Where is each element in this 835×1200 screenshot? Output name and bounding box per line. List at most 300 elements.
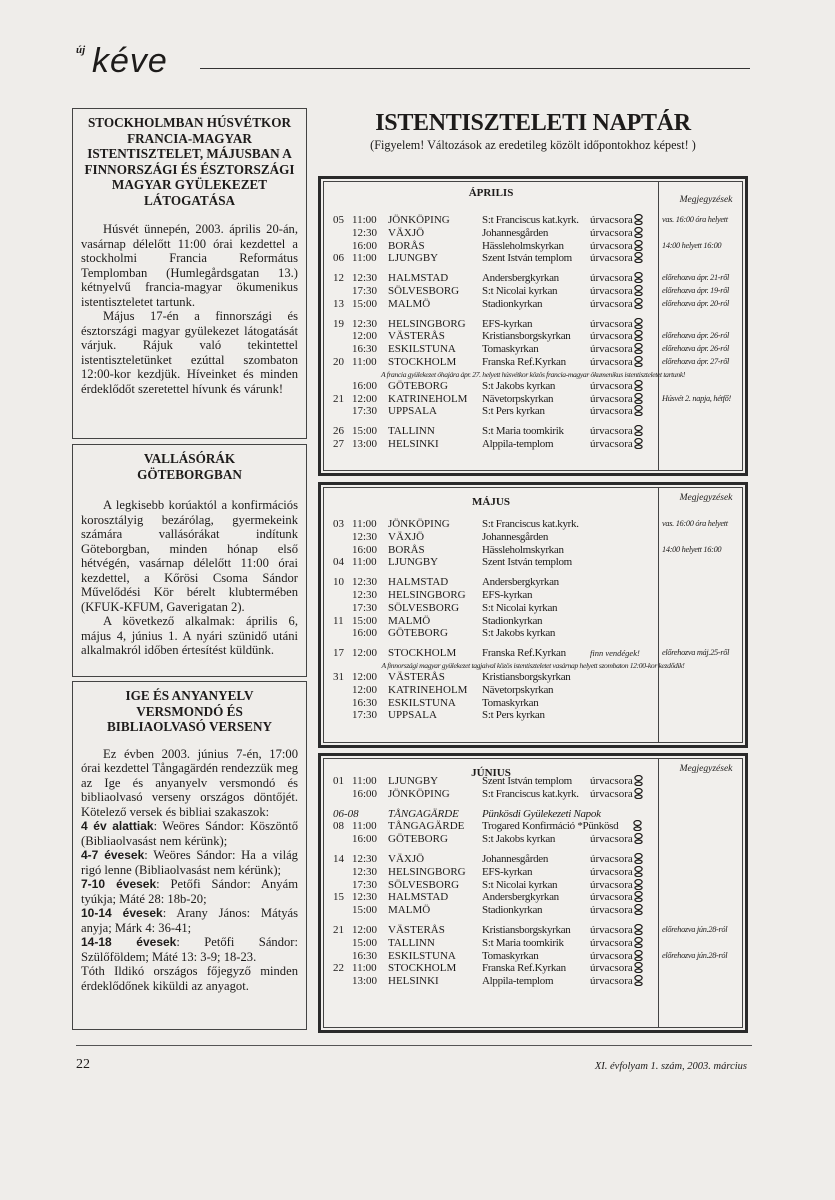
schedule-row	[324, 808, 742, 821]
row-gap	[324, 418, 742, 425]
issue-info: XI. évfolyam 1. szám, 2003. március	[594, 1061, 747, 1072]
schedule-row	[324, 962, 742, 975]
schedule-row	[324, 602, 742, 615]
row-day: 06	[333, 252, 344, 265]
row-city: STOCKHOLM	[388, 647, 457, 660]
schedule-row	[324, 285, 742, 298]
row-service	[590, 788, 643, 803]
row-service-text: úrvacsora	[590, 865, 633, 878]
article-title: VALLÁSÓRÁK GÖTEBORGBAN	[137, 451, 242, 482]
article-title: IGE ÉS ANYANYELV VERSMONDÓ ÉS BIBLIAOLVASÓ VERSENY	[106, 688, 273, 734]
schedule-row	[324, 556, 742, 569]
row-day: 11	[333, 614, 344, 627]
row-service	[590, 975, 643, 990]
row-church: EFS-kyrkan	[482, 865, 533, 878]
masthead-small: új	[76, 44, 86, 56]
row-service-text: úrvacsora	[590, 425, 633, 438]
row-day: 22	[333, 962, 344, 975]
schedule-row	[324, 879, 742, 892]
row-city: ESKILSTUNA	[388, 696, 456, 709]
chalice-icon	[634, 788, 643, 803]
row-gap	[324, 569, 742, 576]
row-day: 13	[333, 297, 344, 310]
row-service-text: úrvacsora	[590, 962, 633, 975]
category-label: 10-14 évesek	[81, 906, 163, 920]
category-item	[81, 877, 298, 906]
schedule-row	[324, 647, 742, 660]
row-time: 13:00	[352, 975, 378, 988]
schedule-row	[324, 576, 742, 589]
row-service	[590, 405, 643, 420]
row-city: HELSINGBORG	[388, 865, 466, 878]
row-gap	[324, 265, 742, 272]
row-service-text: úrvacsora	[590, 214, 633, 226]
calendar-may	[318, 482, 748, 748]
row-church: S:t Pers kyrkan	[482, 405, 545, 418]
row-gap	[324, 311, 742, 318]
row-city: VÄXJÖ	[388, 530, 425, 543]
schedule-row	[324, 975, 742, 988]
row-time: 12:30	[352, 891, 378, 904]
schedule-row	[324, 214, 742, 227]
schedule-row	[324, 950, 742, 963]
row-church: Andersbergkyrkan	[482, 272, 559, 285]
calendar-title: ISTENTISZTELETI NAPTÁR	[375, 110, 691, 136]
row-remark: vas. 16:00 óra helyett	[662, 519, 728, 528]
schedule-row	[324, 589, 742, 602]
row-church: Kristiansborgskyrkan	[482, 923, 571, 936]
row-church: S:t Nicolai kyrkan	[482, 878, 558, 891]
row-church: Szent István templom	[482, 556, 572, 569]
category-label: 4 év alattiak	[81, 819, 154, 833]
row-church: S:t Nicolai kyrkan	[482, 284, 558, 297]
row-time: 12:00	[352, 647, 378, 660]
chalice-icon	[634, 252, 643, 267]
category-text: : Petőfi Sándor: Anyám tyúkja; Máté 28: 18b-20;	[81, 877, 298, 906]
row-day: 08	[333, 820, 344, 833]
row-service-text: úrvacsora	[590, 975, 633, 988]
row-time: 12:00	[352, 330, 378, 343]
row-time: 16:00	[352, 379, 378, 392]
month-title: JÚNIUS	[471, 767, 511, 779]
row-church: S:t Jakobs kyrkan	[482, 379, 556, 392]
row-city: KATRINEHOLM	[388, 392, 468, 405]
calendar-subtitle: (Figyelem! Változások az eredetileg közölt időpontokhoz képest! )	[370, 138, 696, 152]
row-time: 15:00	[352, 425, 378, 438]
row-service	[590, 647, 640, 660]
category-text: : Petőfi Sándor: Szülőföldem; Máté 13: 3-9; 18-23.	[81, 935, 298, 964]
row-day: 17	[333, 647, 344, 660]
row-city: HALMSTAD	[388, 891, 449, 904]
row-remark: 14:00 helyett 16:00	[662, 544, 722, 554]
row-service-text: úrvacsora	[590, 437, 633, 450]
schedule-row	[324, 252, 742, 265]
schedule-row	[324, 866, 742, 879]
row-church: Szent István templom	[482, 252, 572, 265]
row-city: VÄXJÖ	[388, 852, 425, 865]
schedule-row	[324, 904, 742, 917]
row-city: MALMÖ	[388, 904, 431, 917]
category-item	[81, 906, 298, 935]
row-service-text: úrvacsora	[590, 787, 633, 800]
row-city: SÖLVESBORG	[388, 284, 460, 297]
row-church: Szent István templom	[482, 775, 572, 787]
schedule-row	[324, 697, 742, 710]
row-service-text: úrvacsora	[590, 226, 633, 239]
row-time: 17:30	[352, 405, 378, 418]
row-city: MALMÖ	[388, 614, 431, 627]
row-service-text: úrvacsora	[590, 775, 633, 787]
row-time: 12:00	[352, 923, 378, 936]
category-text: : Weöres Sándor: Köszöntő (Bibliaolvasást nem kérünk);	[81, 819, 298, 848]
schedule-row	[324, 298, 742, 311]
row-church: Nävetorpskyrkan	[482, 392, 554, 405]
row-remark: előrehozva máj.25-ről	[662, 648, 730, 658]
row-time: 15:00	[352, 614, 378, 627]
row-time: 12:30	[352, 317, 378, 330]
row-day: 05	[333, 214, 344, 226]
row-church: Kristiansborgskyrkan	[482, 670, 571, 683]
row-service-text: úrvacsora	[590, 239, 633, 252]
row-remark: előrehozva jún.28-ról	[662, 924, 728, 934]
row-church: Hässleholmskyrkan	[482, 543, 564, 556]
schedule-row	[324, 393, 742, 406]
chalice-icon	[634, 356, 643, 371]
schedule-row	[324, 518, 742, 531]
row-church: Kristiansborgskyrkan	[482, 330, 571, 343]
remarks-header: Megjegyzések	[679, 493, 733, 503]
row-time: 12:30	[352, 852, 378, 865]
article-paragraph: Húsvét ünnepén, 2003. április 20-án, vasárnap délelőtt 11:00 órai kezdettel a stockholmi Francia Református Templomban (Humlegårdsgatan 13.) kétnyelvű francia-magyar ökumenikus istentiszteletet tartunk.	[81, 222, 298, 309]
row-day: 04	[333, 556, 344, 569]
row-day: 27	[333, 437, 344, 450]
row-church: Stadionkyrkan	[482, 904, 543, 917]
row-time: 13:00	[352, 437, 378, 450]
row-time: 15:00	[352, 936, 378, 949]
row-service-text: úrvacsora	[590, 343, 633, 356]
row-church: Tomaskyrkan	[482, 949, 539, 962]
row-time: 16:30	[352, 696, 378, 709]
row-city: HALMSTAD	[388, 272, 449, 285]
row-city: TÅNGAGÄRDE	[388, 820, 465, 833]
schedule-row	[324, 343, 742, 356]
row-day: 01	[333, 775, 344, 787]
row-church: Franska Ref.Kyrkan	[482, 355, 566, 368]
article-title: STOCKHOLMBAN HÚSVÉTKOR FRANCIA-MAGYAR ISTENTISZTELET, MÁJUSBAN A FINNORSZÁGI ÉS ÉSZTORSZÁGI MAGYAR GYÜLEKEZET LÁTOGATÁSA	[84, 115, 295, 208]
schedule-notice: A finnországi magyar gyülekezet tagjaival közös istentiszteletet vasárnap helyett szombaton 12:00-kor kezdődik!	[381, 660, 685, 670]
row-time: 11:00	[352, 214, 377, 226]
remarks-header: Megjegyzések	[679, 764, 733, 774]
row-church: Franska Ref.Kyrkan	[482, 647, 566, 660]
row-time: 15:00	[352, 904, 378, 917]
schedule-row	[324, 544, 742, 557]
article-paragraph: A következő alkalmak: április 6, május 4, június 1. A nyári szünidő utáni alkalmakról időben értesítést küldünk.	[81, 614, 298, 657]
row-service-text: úrvacsora	[590, 923, 633, 936]
article-stockholm	[72, 108, 307, 439]
schedule-rows	[324, 775, 742, 988]
row-city: JÖNKÖPING	[388, 518, 450, 530]
row-service-text: úrvacsora	[590, 379, 633, 392]
row-service-text: úrvacsora	[590, 833, 633, 846]
row-city: ESKILSTUNA	[388, 343, 456, 356]
row-service-text: úrvacsora	[590, 392, 633, 405]
row-city: GÖTEBORG	[388, 379, 448, 392]
row-service-text: úrvacsora	[590, 852, 633, 865]
row-church: Trogared Konfirmáció *Pünkösd	[482, 820, 619, 833]
row-time: 17:30	[352, 878, 378, 891]
row-church: Alppila-templom	[482, 975, 554, 988]
row-church: S:t Franciscus kat.kyrk.	[482, 518, 579, 530]
row-time: 12:00	[352, 670, 378, 683]
schedule-row	[324, 627, 742, 640]
row-time: 16:00	[352, 543, 378, 556]
row-day: 19	[333, 317, 344, 330]
row-time: 16:00	[352, 627, 378, 640]
month-title: ÁPRILIS	[468, 187, 514, 199]
row-service-text: úrvacsora	[590, 252, 633, 265]
row-city: GÖTEBORG	[388, 627, 448, 640]
row-time: 11:00	[352, 252, 377, 265]
row-day: 31	[333, 670, 344, 683]
page-number: 22	[76, 1057, 90, 1072]
chalice-icon	[634, 833, 643, 848]
row-service-text: úrvacsora	[590, 284, 633, 297]
row-remark: előrehozva ápr. 26-ról	[662, 331, 730, 341]
category-text: : Arany János: Mátyás anyja; Márk 4: 36-41;	[81, 906, 298, 935]
row-remark: vas. 16:00 óra helyett	[662, 215, 728, 224]
row-church: Stadionkyrkan	[482, 614, 543, 627]
row-city: VÄSTERÅS	[388, 330, 445, 343]
row-day: 06-08	[333, 807, 359, 820]
row-service-text: finn vendégek!	[590, 648, 640, 659]
row-day: 14	[333, 852, 344, 865]
row-city: TALLINN	[388, 425, 435, 438]
row-time: 11:00	[352, 775, 377, 787]
row-time: 12:00	[352, 683, 378, 696]
row-day: 26	[333, 425, 344, 438]
row-time: 11:00	[352, 518, 377, 530]
row-time: 12:00	[352, 392, 378, 405]
row-service-text: úrvacsora	[590, 297, 633, 310]
schedule-row	[324, 240, 742, 253]
row-city: UPPSALA	[388, 405, 437, 418]
row-time: 12:30	[352, 576, 378, 589]
calendar-inner-frame	[323, 181, 743, 471]
category-item	[81, 935, 298, 964]
row-city: TALLINN	[388, 936, 435, 949]
row-church: EFS-kyrkan	[482, 317, 533, 330]
row-time: 16:00	[352, 833, 378, 846]
row-city: HELSINKI	[388, 437, 439, 450]
row-city: LJUNGBY	[388, 556, 439, 569]
article-paragraph: Tóth Ildikó országos főjegyző minden érdeklődőnek kiküldi az anyagot.	[81, 964, 298, 993]
row-time: 12:30	[352, 272, 378, 285]
schedule-row	[324, 671, 742, 684]
category-label: 7-10 évesek	[81, 877, 157, 891]
schedule-row	[324, 425, 742, 438]
row-church: S:t Nicolai kyrkan	[482, 601, 558, 614]
row-city: VÄSTERÅS	[388, 670, 445, 683]
schedule-row	[324, 615, 742, 628]
row-city: HELSINGBORG	[388, 317, 466, 330]
row-church: S:t Franciscus kat.kyrk.	[482, 787, 579, 800]
row-service-text: úrvacsora	[590, 272, 633, 285]
article-verseny	[72, 681, 307, 1030]
row-church: Tomaskyrkan	[482, 343, 539, 356]
schedule-row	[324, 318, 742, 331]
article-paragraph: Ez évben 2003. június 7-én, 17:00 órai kezdettel Tångagärdén rendezzük meg az Ige és anyanyelv versmondó és bibliaolvasó verseny országos döntőjét. Kötelező versek és bibliai szakaszok:	[81, 746, 298, 819]
row-time: 11:00	[352, 962, 377, 975]
row-service-text: úrvacsora	[590, 904, 633, 917]
row-city: TÅNGAGÄRDE	[388, 807, 459, 820]
row-city: STOCKHOLM	[388, 355, 457, 368]
row-day: 20	[333, 355, 344, 368]
row-time: 17:30	[352, 709, 378, 722]
row-city: HELSINKI	[388, 975, 439, 988]
schedule-row	[324, 891, 742, 904]
row-city: ESKILSTUNA	[388, 949, 456, 962]
row-remark: előrehozva ápr. 27-ről	[662, 356, 730, 366]
row-time: 16:30	[352, 949, 378, 962]
header-rule	[200, 68, 750, 69]
category-text: : Weöres Sándor: Ha a világ rigó lenne (Bibliaolvasást nem kérünk);	[81, 848, 298, 877]
row-service	[590, 438, 643, 453]
row-church: Pünkösdi Gyülekezeti Napok	[482, 807, 601, 820]
calendar-inner-frame	[323, 758, 743, 1028]
row-city: MALMÖ	[388, 297, 431, 310]
schedule-rows	[324, 518, 742, 722]
row-city: SÖLVESBORG	[388, 601, 460, 614]
row-remark: előrehozva jún.28-ról	[662, 950, 728, 960]
row-church: Stadionkyrkan	[482, 297, 543, 310]
schedule-row	[324, 380, 742, 393]
row-city: GÖTEBORG	[388, 833, 448, 846]
month-title: MÁJUS	[472, 496, 510, 508]
row-remark: 14:00 helyett 16:00	[662, 240, 722, 250]
row-time: 17:30	[352, 284, 378, 297]
row-church: Tomaskyrkan	[482, 696, 539, 709]
row-remark: előrehozva ápr. 26-ról	[662, 344, 730, 354]
row-city: SÖLVESBORG	[388, 878, 460, 891]
row-city: JÖNKÖPING	[388, 214, 450, 226]
row-church: S:t Franciscus kat.kyrk.	[482, 214, 579, 226]
row-church: Johannesgården	[482, 226, 549, 239]
row-city: KATRINEHOLM	[388, 683, 468, 696]
row-time: 12:30	[352, 588, 378, 601]
schedule-row	[324, 775, 742, 788]
row-city: STOCKHOLM	[388, 962, 457, 975]
row-city: VÄXJÖ	[388, 226, 425, 239]
row-service-text: úrvacsora	[590, 317, 633, 330]
row-city: UPPSALA	[388, 709, 437, 722]
row-church: Alppila-templom	[482, 437, 554, 450]
row-service-text: úrvacsora	[590, 891, 633, 904]
row-service	[590, 833, 643, 848]
category-list	[81, 819, 298, 964]
row-time: 11:00	[352, 556, 377, 569]
chalice-icon	[634, 438, 643, 453]
schedule-row	[324, 272, 742, 285]
row-city: JÖNKÖPING	[388, 787, 450, 800]
row-service-text: úrvacsora	[590, 878, 633, 891]
row-time: 16:00	[352, 239, 378, 252]
schedule-row	[324, 356, 742, 369]
row-day: 21	[333, 923, 344, 936]
category-item	[81, 819, 298, 848]
row-church: S:t Maria toomkirik	[482, 936, 564, 949]
row-church: Andersbergkyrkan	[482, 576, 559, 589]
row-time: 11:00	[352, 355, 377, 368]
schedule-row	[324, 438, 742, 451]
row-city: BORÅS	[388, 543, 425, 556]
row-time: 12:30	[352, 226, 378, 239]
row-gap	[324, 801, 742, 808]
row-time: 17:30	[352, 601, 378, 614]
row-gap	[324, 640, 742, 647]
category-label: 14-18 évesek	[81, 935, 177, 949]
schedule-row	[324, 820, 742, 833]
row-city: BORÅS	[388, 239, 425, 252]
article-goteborg	[72, 444, 307, 677]
calendar-inner-frame	[323, 487, 743, 743]
row-time: 15:00	[352, 297, 378, 310]
row-time: 16:00	[352, 787, 378, 800]
row-church: Franska Ref.Kyrkan	[482, 962, 566, 975]
row-day: 10	[333, 576, 344, 589]
row-church: S:t Jakobs kyrkan	[482, 833, 556, 846]
row-time: 11:00	[352, 820, 377, 833]
article-paragraph: A legkisebb korúaktól a konfirmációs korosztályig bezárólag, gyermekeink számára vallásórákat indítunk Göteborgban, minden hónap első hétvégén, vasárnap délelőtt 11:00 órai kezdettel, a Kőrösi Csoma Sándor Művelődési Kör bérelt klubtermében (KFUK-KFUM, Gaverigatan 2).	[81, 498, 298, 614]
schedule-rows	[324, 214, 742, 451]
schedule-row	[324, 531, 742, 544]
row-service	[590, 904, 643, 919]
row-church: EFS-kyrkan	[482, 588, 533, 601]
schedule-row	[324, 853, 742, 866]
row-remark: előrehozva ápr. 21-ről	[662, 273, 730, 283]
schedule-row	[324, 227, 742, 240]
schedule-row	[324, 709, 742, 722]
row-day: 21	[333, 392, 344, 405]
row-remark: Húsvét 2. napja, hétfő!	[662, 393, 731, 403]
row-service-text: úrvacsora	[590, 355, 633, 368]
row-service-text: úrvacsora	[590, 949, 633, 962]
schedule-notice: A francia gyülekezet óhajára ápr. 27. helyett húsvétkor közös francia-magyar ökumenikus istentiszteletet tartunk!	[380, 369, 686, 379]
row-church: Hässleholmskyrkan	[482, 239, 564, 252]
row-service	[590, 298, 643, 313]
schedule-row	[324, 937, 742, 950]
row-city: VÄSTERÅS	[388, 923, 445, 936]
chalice-icon	[634, 975, 643, 990]
row-church: Johannesgården	[482, 530, 549, 543]
category-item	[81, 848, 298, 877]
row-day: 15	[333, 891, 344, 904]
row-service-text: úrvacsora	[590, 405, 633, 418]
row-remark: előrehozva ápr. 20-ról	[662, 298, 730, 308]
row-city: LJUNGBY	[388, 252, 439, 265]
chalice-icon	[634, 904, 643, 919]
schedule-row	[324, 924, 742, 937]
row-time: 12:30	[352, 530, 378, 543]
row-gap	[324, 846, 742, 853]
row-service-text: úrvacsora	[590, 330, 633, 343]
masthead-title: kéve	[92, 42, 168, 80]
row-church: Andersbergkyrkan	[482, 891, 559, 904]
row-day: 12	[333, 272, 344, 285]
schedule-row	[324, 833, 742, 846]
row-church: Nävetorpskyrkan	[482, 683, 554, 696]
remarks-header: Megjegyzések	[679, 195, 733, 205]
article-paragraph: Május 17-én a finnországi és észtországi magyar gyülekezet látogatását várjuk. Rájuk való tekintettel istentiszteletünket ezúttal szombaton 12:00-kor kezdjük. Híveinket és minden érdeklődőt szeretettel hívunk és várunk!	[81, 309, 298, 396]
